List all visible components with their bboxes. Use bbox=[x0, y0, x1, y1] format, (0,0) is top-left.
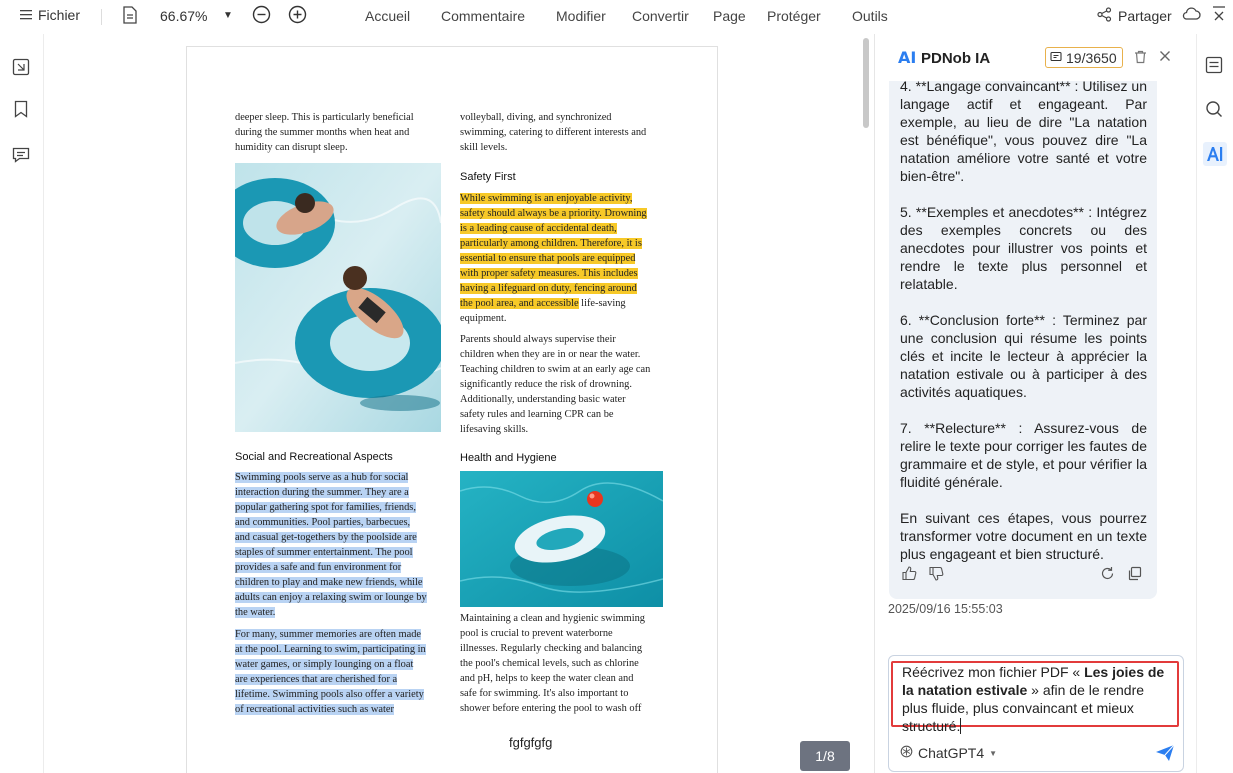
close-icon[interactable] bbox=[1159, 49, 1171, 67]
menu-page[interactable]: Page bbox=[713, 8, 746, 24]
ai-assistant-panel bbox=[874, 34, 1196, 773]
pdf-page[interactable] bbox=[186, 46, 718, 773]
regenerate-icon[interactable] bbox=[1100, 566, 1115, 586]
quota-value: 19/3650 bbox=[1066, 49, 1117, 66]
health-heading: Health and Hygiene bbox=[460, 452, 557, 464]
highlighted-line: lifetime. Swimming pools also offer a variety bbox=[235, 689, 424, 700]
highlighted-line: Swimming pools serve as a hub for social bbox=[235, 472, 409, 483]
highlighted-line: adults can enjoy a relaxing swim or lounge by bbox=[235, 592, 427, 603]
thumbs-up-icon[interactable] bbox=[902, 566, 917, 586]
thumbs-down-icon[interactable] bbox=[929, 566, 944, 586]
document-icon[interactable] bbox=[122, 6, 138, 27]
share-label: Partager bbox=[1118, 8, 1172, 24]
ai-logo: AI bbox=[898, 48, 917, 67]
collapse-icon[interactable] bbox=[1212, 6, 1226, 27]
ai-panel-title: PDNob IA bbox=[921, 50, 991, 67]
highlighted-line: and casual get-togethers by the poolside are bbox=[235, 532, 417, 543]
model-selector[interactable] bbox=[900, 745, 997, 761]
highlighted-line: with proper safety measures. This includes bbox=[460, 268, 638, 279]
highlighted-line: While swimming is an enjoyable activity, bbox=[460, 193, 633, 204]
vertical-scrollbar[interactable] bbox=[863, 38, 869, 128]
file-menu-button[interactable] bbox=[20, 7, 80, 23]
chat-input-text[interactable] bbox=[902, 663, 1172, 735]
pool-ring-photo bbox=[460, 471, 663, 607]
parents-paragraph: Parents should always supervise their children when they are in or near the water. Teaching children to swim at an early age can significantly reduce the risk of drowning. Additionally, understanding basic water safety rules and learning CPR can be lifesaving skills. bbox=[460, 334, 651, 435]
menu-commentaire[interactable]: Commentaire bbox=[441, 8, 526, 24]
highlighted-line: and communities. Pool parties, barbecues, bbox=[235, 517, 411, 528]
file-menu-label: Fichier bbox=[38, 7, 81, 23]
highlighted-line: the pool area, and accessible bbox=[460, 298, 579, 309]
safety-tail: life-saving equipment. bbox=[460, 298, 626, 324]
input-text-prefix: Réécrivez mon fichier PDF « bbox=[902, 664, 1085, 680]
zoom-level[interactable]: 66.67% bbox=[160, 8, 208, 24]
top-toolbar bbox=[0, 0, 1233, 34]
trash-icon[interactable] bbox=[1134, 50, 1147, 69]
search-icon[interactable] bbox=[1205, 100, 1227, 122]
safety-heading: Safety First bbox=[460, 171, 516, 183]
cloud-icon[interactable] bbox=[1181, 6, 1201, 25]
toolbar-divider bbox=[101, 9, 102, 25]
copy-icon[interactable] bbox=[1127, 566, 1142, 586]
ai-panel-header bbox=[875, 34, 1197, 82]
menu-icon bbox=[20, 7, 32, 23]
response-timestamp: 2025/09/16 15:55:03 bbox=[888, 602, 1003, 616]
highlighted-line: popular gathering spot for families, friends, bbox=[235, 502, 416, 513]
menu-modifier[interactable]: Modifier bbox=[556, 8, 606, 24]
highlighted-line: are experiences that are cherished for a bbox=[235, 674, 398, 685]
menu-convertir[interactable]: Convertir bbox=[632, 8, 689, 24]
highlighted-line: children to play and make new friends, while bbox=[235, 577, 423, 588]
ai-icon[interactable] bbox=[1203, 142, 1227, 166]
highlighted-line: having a lifeguard on duty, fencing around bbox=[460, 283, 637, 294]
properties-icon[interactable] bbox=[1205, 56, 1227, 78]
zoom-out-icon[interactable] bbox=[252, 5, 271, 27]
highlighted-line: interaction during the summer. They are a bbox=[235, 487, 409, 498]
right-sidebar bbox=[1196, 34, 1233, 773]
social-paragraph[interactable] bbox=[235, 470, 450, 620]
col2-top-paragraph: volleyball, diving, and synchronized swimming, catering to different interests and skill levels. bbox=[460, 112, 647, 153]
model-label: ChatGPT4 bbox=[918, 745, 985, 761]
zoom-in-icon[interactable] bbox=[288, 5, 307, 27]
social-heading: Social and Recreational Aspects bbox=[235, 451, 393, 463]
highlighted-line: provides a safe and fun environment for bbox=[235, 562, 402, 573]
menu-outils[interactable]: Outils bbox=[852, 8, 888, 24]
zoom-dropdown-icon[interactable]: ▼ bbox=[223, 10, 233, 21]
chatgpt-icon bbox=[900, 745, 913, 761]
highlighted-line: essential to ensure that pools are equipped bbox=[460, 253, 636, 264]
comment-icon[interactable] bbox=[12, 146, 32, 166]
swimmers-photo bbox=[235, 163, 441, 432]
page-indicator[interactable]: 1/8 bbox=[800, 741, 850, 771]
share-icon bbox=[1097, 7, 1112, 25]
input-text-suffix: » afin de le rendre plus fluide, plus convaincant et mieux structuré. bbox=[902, 682, 1145, 734]
bookmark-icon[interactable] bbox=[12, 100, 32, 120]
thumbnail-icon[interactable] bbox=[12, 58, 32, 78]
safety-paragraph[interactable] bbox=[460, 191, 675, 326]
ai-response-text: 4. **Langage convaincant** : Utilisez un langage actif et engageant. Par exemple, au lieu de dire "La natation est bénéfique", vous pouvez dire "La natation améliore votre santé et votre bien-être". 5. **Exemples et anecdotes** : Intégrez des exemples concrets ou des anecdotes pour illustrer vos points et rendre le texte plus personnel et relatable. 6. **Conclusion forte** : Terminez par une conclusion qui résume les points clés et incite le lecteur à apprécier la natation estivale ou à participer à des activités aquatiques. 7. **Relecture** : Assurez-vous de relire le texte pour corriger les fautes de grammaire et de style, et pour vérifier la fluidité générale. En suivant ces étapes, vous pourrez transformer votre document en un texte plus engageant et bien structuré. bbox=[900, 81, 1147, 562]
highlighted-line: water games, or simply lounging on a float bbox=[235, 659, 414, 670]
response-actions bbox=[889, 565, 1143, 585]
menu-proteger[interactable]: Protéger bbox=[767, 8, 821, 24]
col1-top-paragraph: deeper sleep. This is particularly beneficial during the summer months when heat and humidity can disrupt sleep. bbox=[235, 112, 414, 153]
highlighted-line: of recreational activities such as water bbox=[235, 704, 394, 715]
menu-accueil[interactable]: Accueil bbox=[365, 8, 411, 24]
document-viewer[interactable] bbox=[44, 34, 873, 773]
health-paragraph: Maintaining a clean and hygienic swimming pool is crucial to prevent waterborne illnesses. Regularly checking and balancing the pool's chemical levels, such as chlorine and pH, helps to keep the water clean and safe for swimming. It's also important to shower before entering the pool to wash off bbox=[460, 613, 645, 714]
page-footer-text: fgfgfgfg bbox=[509, 735, 553, 750]
text-caret bbox=[960, 718, 961, 734]
memories-paragraph[interactable] bbox=[235, 627, 450, 717]
input-text-title: Les joies de la natation estivale bbox=[902, 664, 1165, 698]
highlighted-line: at the pool. Learning to swim, participating in bbox=[235, 644, 426, 655]
quota-icon bbox=[1050, 50, 1062, 66]
highlighted-line: the water. bbox=[235, 607, 276, 618]
ai-response-bubble bbox=[889, 81, 1157, 599]
chevron-down-icon: ▼ bbox=[989, 748, 998, 758]
share-button[interactable] bbox=[1097, 7, 1172, 25]
chat-input-box[interactable] bbox=[888, 655, 1184, 772]
highlighted-line: staples of summer entertainment. The pool bbox=[235, 547, 413, 558]
highlighted-line: is a leading cause of accidental death, bbox=[460, 223, 617, 234]
left-sidebar bbox=[0, 34, 44, 773]
highlighted-line: For many, summer memories are often made bbox=[235, 629, 422, 640]
quota-badge bbox=[1045, 47, 1123, 68]
send-icon[interactable] bbox=[1155, 744, 1175, 767]
highlighted-line: safety should always be a priority. Drowning bbox=[460, 208, 647, 219]
highlighted-line: particularly among children. Therefore, it is bbox=[460, 238, 642, 249]
